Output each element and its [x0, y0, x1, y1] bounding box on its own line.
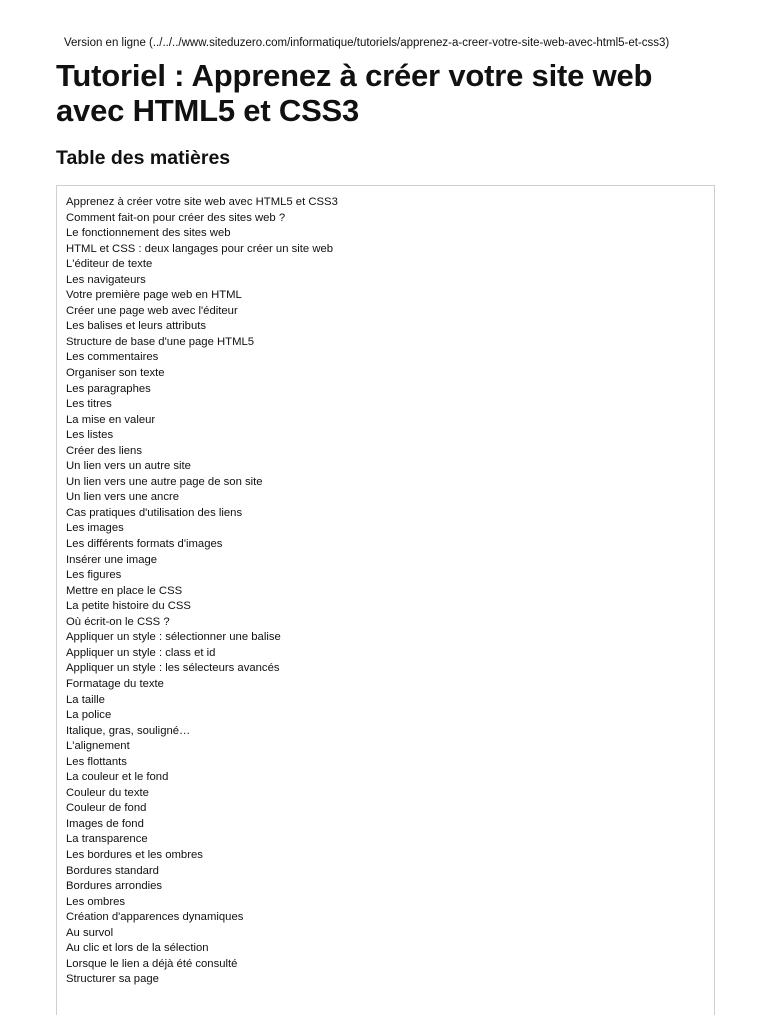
toc-item	[66, 459, 714, 475]
toc-item	[66, 584, 714, 600]
toc-item	[66, 910, 714, 926]
toc-item	[66, 506, 714, 522]
toc-item	[66, 801, 714, 817]
toc-item	[66, 599, 714, 615]
toc-item	[66, 568, 714, 584]
toc-link[interactable]: Les listes	[66, 429, 114, 442]
toc-link[interactable]: L'alignement	[66, 740, 130, 753]
toc-item	[66, 444, 714, 460]
toc-link[interactable]: Couleur de fond	[66, 802, 147, 815]
toc-item	[66, 521, 714, 537]
toc-item	[66, 895, 714, 911]
toc-item	[66, 397, 714, 413]
toc-link[interactable]: Les paragraphes	[66, 382, 151, 395]
toc-link[interactable]: Les bordures et les ombres	[66, 848, 203, 861]
toc-item	[66, 941, 714, 957]
toc-item	[66, 304, 714, 320]
toc-link[interactable]: Organiser son texte	[66, 367, 165, 380]
toc-link[interactable]: Lorsque le lien a déjà été consulté	[66, 957, 238, 970]
toc-item	[66, 693, 714, 709]
toc-link[interactable]: HTML et CSS : deux langages pour créer un site web	[66, 242, 334, 255]
toc-item	[66, 428, 714, 444]
toc-item	[66, 226, 714, 242]
toc-item	[66, 490, 714, 506]
toc-link[interactable]: Structure de base d'une page HTML5	[66, 335, 255, 348]
toc-link[interactable]: Un lien vers un autre site	[66, 460, 191, 473]
toc-item	[66, 879, 714, 895]
toc-link[interactable]: Votre première page web en HTML	[66, 289, 242, 302]
toc-link[interactable]: Couleur du texte	[66, 786, 149, 799]
toc-link[interactable]: Les commentaires	[66, 351, 159, 364]
toc-item	[66, 335, 714, 351]
toc-item	[66, 786, 714, 802]
toc-link[interactable]: Structurer sa page	[66, 973, 159, 986]
toc-link[interactable]: Appliquer un style : les sélecteurs avancés	[66, 662, 280, 675]
toc-item	[66, 848, 714, 864]
toc-item	[66, 537, 714, 553]
toc-link[interactable]: L'éditeur de texte	[66, 258, 153, 271]
toc-link[interactable]: Mettre en place le CSS	[66, 584, 183, 597]
toc-link[interactable]: Les navigateurs	[66, 273, 146, 286]
toc-heading: Table des matières	[56, 147, 231, 169]
toc-link[interactable]: Les images	[66, 522, 124, 535]
toc-item	[66, 615, 714, 631]
toc-item	[66, 211, 714, 227]
toc-item	[66, 257, 714, 273]
toc-link[interactable]: Les flottants	[66, 755, 127, 768]
toc-link[interactable]: Les balises et leurs attributs	[66, 320, 207, 333]
toc-link[interactable]: Où écrit-on le CSS ?	[66, 615, 170, 628]
toc-item	[66, 350, 714, 366]
toc-link[interactable]: La transparence	[66, 833, 148, 846]
toc-link[interactable]: Au survol	[66, 926, 114, 939]
toc-link[interactable]: Créer une page web avec l'éditeur	[66, 304, 238, 317]
toc-item	[66, 195, 714, 211]
toc-item	[66, 288, 714, 304]
toc-item	[66, 413, 714, 429]
toc-item	[66, 319, 714, 335]
toc-link[interactable]: Comment fait-on pour créer des sites web ?	[66, 211, 286, 224]
toc-link[interactable]: Appliquer un style : sélectionner une balise	[66, 631, 281, 644]
toc-link[interactable]: Un lien vers une autre page de son site	[66, 475, 263, 488]
toc-link[interactable]: Les figures	[66, 569, 122, 582]
toc-item	[66, 708, 714, 724]
toc-link[interactable]: Insérer une image	[66, 553, 158, 566]
toc-link[interactable]: Appliquer un style : class et id	[66, 646, 216, 659]
toc-link[interactable]: Images de fond	[66, 817, 144, 830]
toc-link[interactable]: La police	[66, 709, 112, 722]
toc-item	[66, 677, 714, 693]
toc-link[interactable]: Au clic et lors de la sélection	[66, 942, 209, 955]
toc-link[interactable]: Bordures arrondies	[66, 880, 163, 893]
toc-list	[66, 195, 714, 988]
page-title: Tutoriel : Apprenez à créer votre site web avec HTML5 et CSS3	[56, 58, 653, 128]
toc-item	[66, 661, 714, 677]
toc-link[interactable]: Le fonctionnement des sites web	[66, 227, 231, 240]
toc-item	[66, 382, 714, 398]
toc-item	[66, 739, 714, 755]
toc-link[interactable]: La couleur et le fond	[66, 771, 169, 784]
toc-link[interactable]: La mise en valeur	[66, 413, 156, 426]
toc-item	[66, 832, 714, 848]
toc-item	[66, 957, 714, 973]
toc-link[interactable]: Un lien vers une ancre	[66, 491, 180, 504]
toc-item	[66, 817, 714, 833]
source-url-line	[64, 36, 714, 50]
toc-item	[66, 366, 714, 382]
toc-link[interactable]: Les ombres	[66, 895, 126, 908]
toc-link[interactable]: La petite histoire du CSS	[66, 600, 191, 613]
toc-item	[66, 724, 714, 740]
toc-link[interactable]: Création d'apparences dynamiques	[66, 911, 244, 924]
toc-link[interactable]: Bordures standard	[66, 864, 159, 877]
toc-item	[66, 630, 714, 646]
toc-item	[66, 646, 714, 662]
toc-item	[66, 273, 714, 289]
toc-item	[66, 553, 714, 569]
toc-item	[66, 755, 714, 771]
toc-item	[66, 770, 714, 786]
table-of-contents	[56, 185, 715, 1015]
toc-item	[66, 972, 714, 988]
toc-link[interactable]: Créer des liens	[66, 444, 142, 457]
toc-item	[66, 475, 714, 491]
toc-link[interactable]: Les titres	[66, 398, 112, 411]
toc-link[interactable]: Cas pratiques d'utilisation des liens	[66, 506, 243, 519]
toc-item	[66, 864, 714, 880]
source-url-link[interactable]: Version en ligne (../../../www.siteduzero.com/informatique/tutoriels/apprenez-a-creer-votre-site-web-avec-html5-et-css3)	[64, 37, 670, 49]
toc-link[interactable]: Italique, gras, souligné…	[66, 724, 191, 737]
toc-item	[66, 242, 714, 258]
toc-item	[66, 926, 714, 942]
toc-link[interactable]: La taille	[66, 693, 105, 706]
toc-link[interactable]: Apprenez à créer votre site web avec HTML5 et CSS3	[66, 196, 338, 208]
toc-link[interactable]: Les différents formats d'images	[66, 538, 223, 551]
toc-link[interactable]: Formatage du texte	[66, 677, 164, 690]
